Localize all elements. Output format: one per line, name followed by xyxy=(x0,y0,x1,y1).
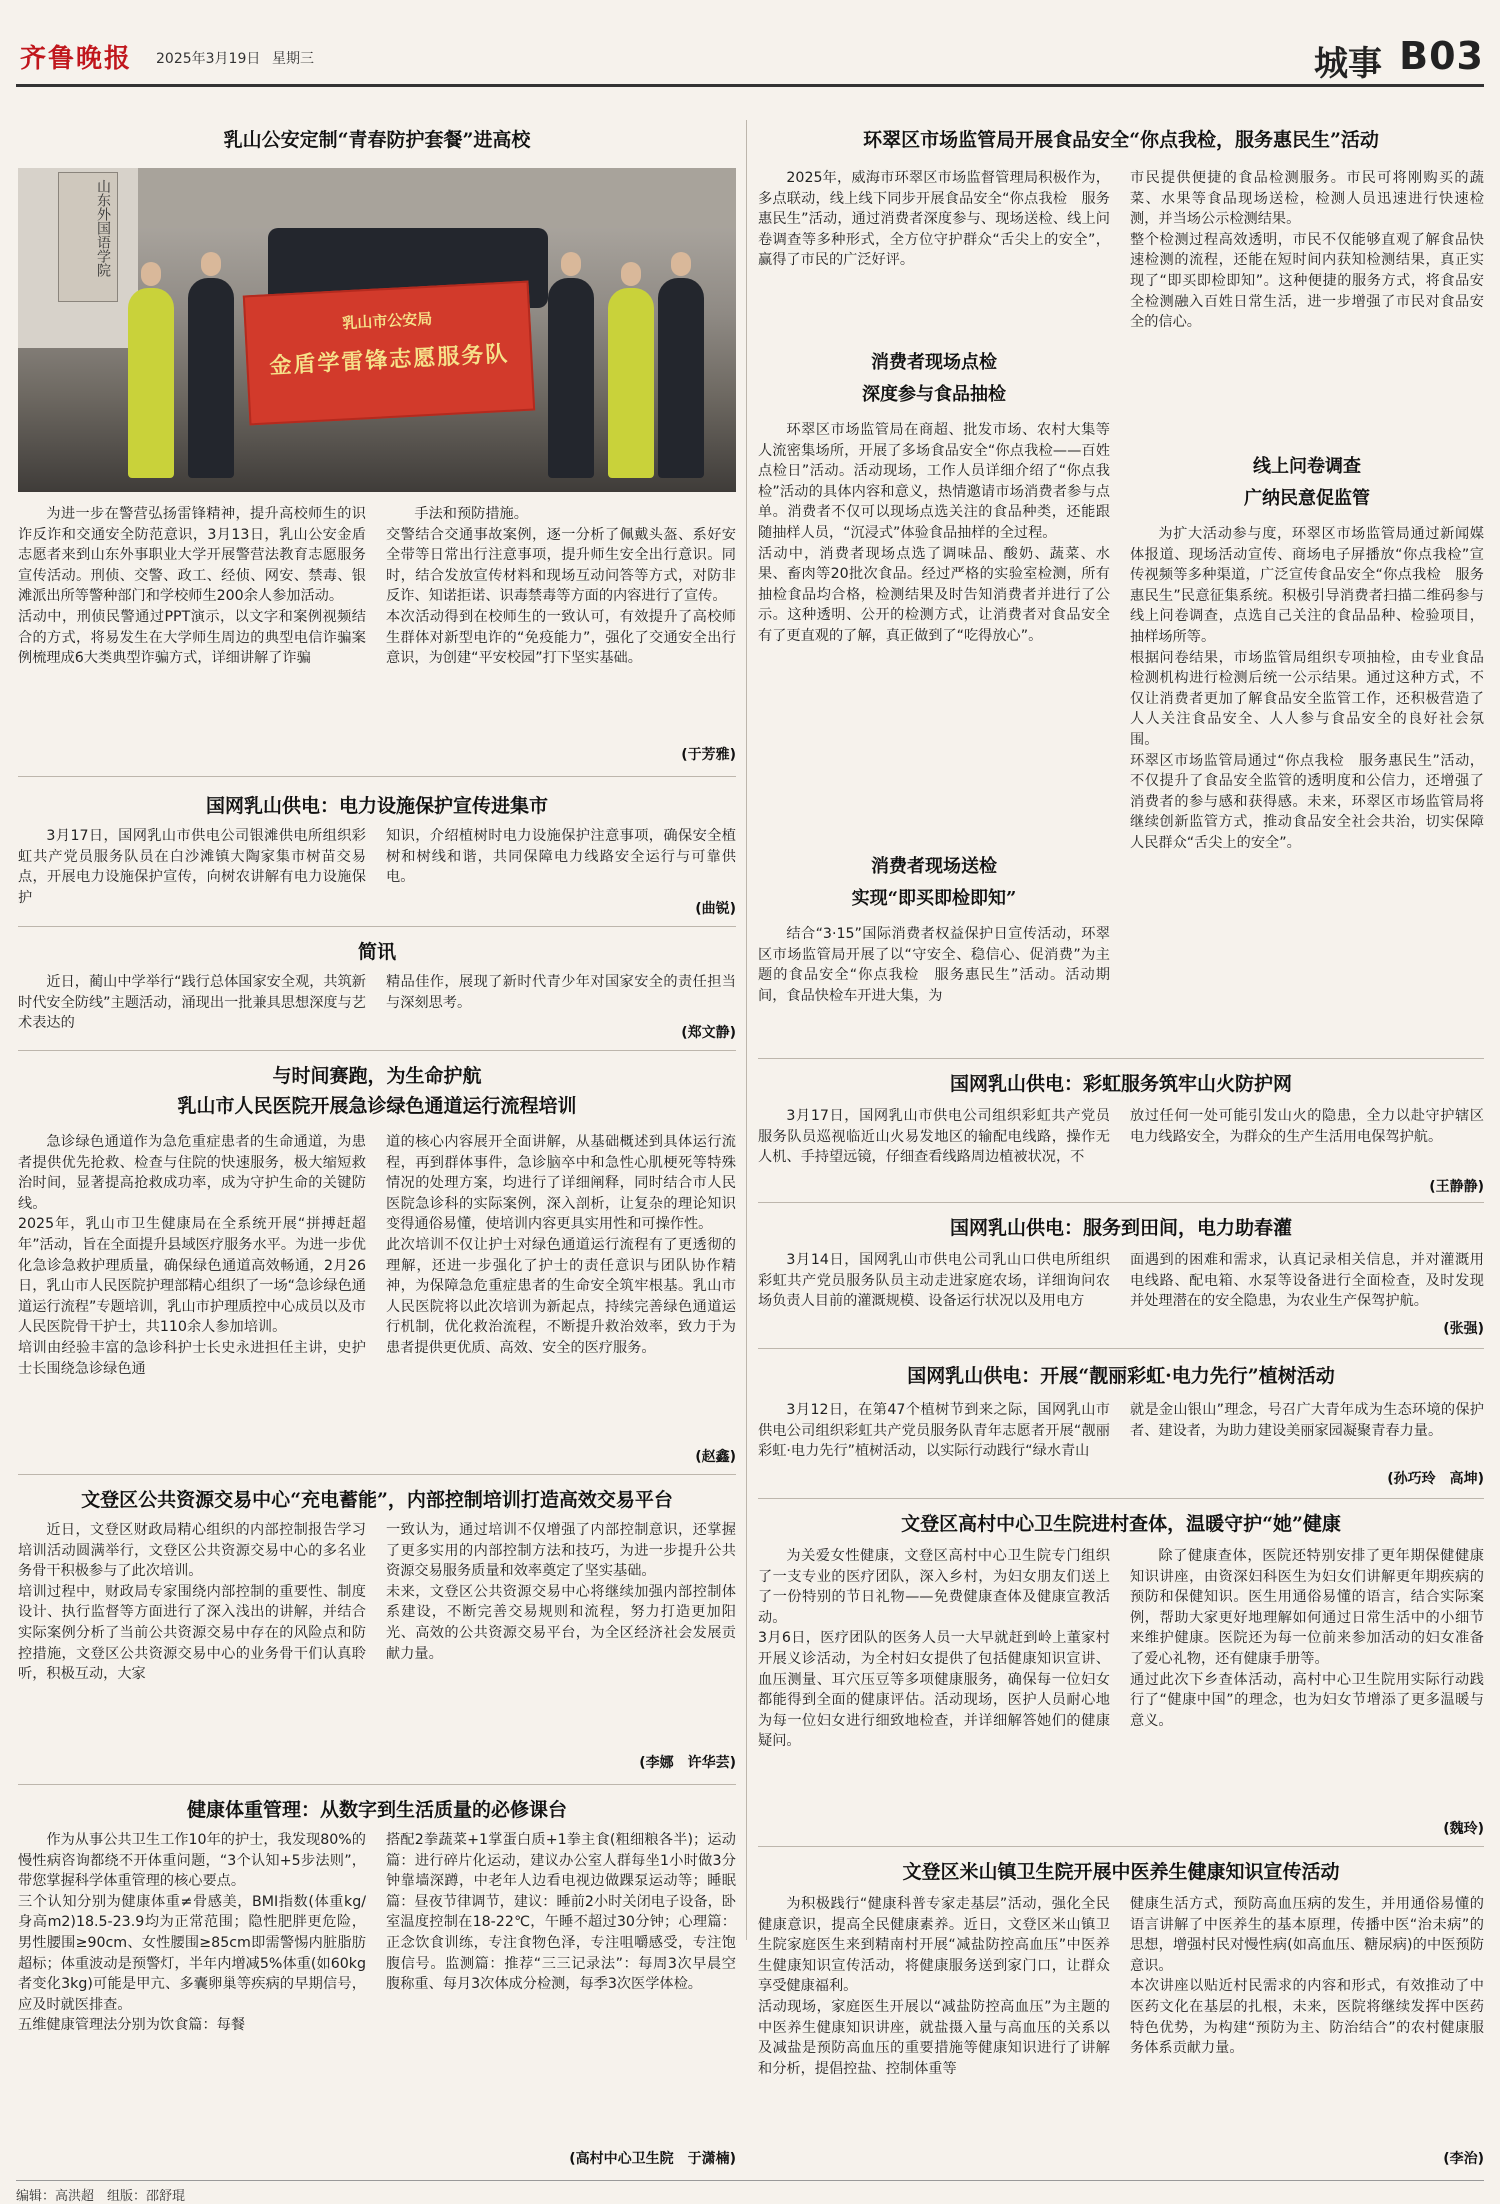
person-figure xyxy=(608,288,654,478)
article-divider xyxy=(758,1348,1484,1349)
article-subheading: 广纳民意促监管 xyxy=(1244,488,1370,509)
article-text: 3月17日，国网乳山市供电公司银滩供电所组织彩虹共产党员服务队员在白沙滩镇大陶家集市树苗交易点，开展电力设施保护宣传，向树农讲解有电力设施保护 xyxy=(18,828,366,906)
article-byline: (李娜 许华芸) xyxy=(639,1755,736,1771)
article-text: 健康生活方式，预防高血压病的发生，并用通俗易懂的语言讲解了中医养生的基本原理，传播中医“治未病”的思想，增强村民对慢性病(如高血压、糖尿病)的中医预防意识。 本次讲座以贴近村民需求的内容和形式，有效推动了中医药文化在基层的扎根，未来，医院将继续发挥中医药特色优势，为构建“预防为主、防治结合”的农村健康服务体系贡献力量。 xyxy=(1130,1896,1484,2057)
article-byline: (于芳雅) xyxy=(681,747,736,763)
person-head xyxy=(671,252,691,276)
article-text: 3月17日，国网乳山市供电公司组织彩虹共产党员服务队员巡视临近山火易发地区的输配电线路，操作无人机、手持望远镜，仔细查看线路周边植被状况，不 xyxy=(758,1108,1110,1166)
page-number: B03 xyxy=(1399,34,1484,78)
article-title: 文登区米山镇卫生院开展中医养生健康知识宣传活动 xyxy=(902,1861,1340,1883)
article-text: 除了健康查体，医院还特别安排了更年期保健健康知识讲座，由资深妇科医生为妇女们讲解更年期疾病的预防和保健知识。医生用通俗易懂的语言，结合实际案例，帮助大家更好地理解如何通过日常生活中的小细节来维护健康。医院还为每一位前来参加活动的妇女准备了爱心礼物，还有健康手册等。 通过此次下乡查体活动，高村中心卫生院用实际行动践行了“健康中国”的理念，也为妇女节增添了更多温暖与意义。 xyxy=(1130,1548,1484,1729)
article-subtitle: 乳山市人民医院开展急诊绿色通道运行流程培训 xyxy=(177,1095,577,1117)
article-divider xyxy=(18,1784,736,1785)
article-title: 乳山公安定制“青春防护套餐”进高校 xyxy=(223,129,531,151)
article-title: 与时间赛跑，为生命护航 xyxy=(272,1065,482,1087)
article-text: 环翠区市场监管局在商超、批发市场、农村大集等人流密集场所，开展了多场食品安全“你点我检——百姓点检日”活动。活动现场，工作人员详细介绍了“你点我检”活动的具体内容和意义，热情邀请市场消费者参与点单。消费者不仅可以现场点选关注的食品种类，还能跟随抽样人员，“沉浸式”体验食品抽样的全过程。 活动中，消费者现场点选了调味品、酸奶、蔬菜、水果、畜肉等20批次食品。经过严格的实验室检测，所有抽检食品均合格，检测结果及时告知消费者并进行了公示。这种透明、公开的检测方式，让消费者对食品安全有了更直观的了解，真正做到了“吃得放心”。 xyxy=(758,422,1110,644)
article-subheading: 消费者现场点检 xyxy=(871,352,997,373)
article-text: 作为从事公共卫生工作10年的护士，我发现80%的慢性病咨询都绕不开体重问题，“3个认知+5步法则”，带您掌握科学体重管理的核心要点。 三个认知分别为健康体重≠骨感美，BMI指数(体重kg/身高m2)18.5-23.9均为正常范围；隐性肥胖更危险，男性腰围≥90cm、女性腰围≥85cm即需警惕内脏脂肪超标；体重波动是预警灯，半年内增减5%体重(如60kg者变化3kg)可能是甲亢、多囊卵巢等疾病的早期信号，应及时就医排查。 五维健康管理法分别为饮食篇：每餐 xyxy=(18,1832,366,2034)
article-title: 国网乳山供电：服务到田间，电力助春灌 xyxy=(949,1217,1292,1239)
article-byline: (高村中心卫生院 于潇楠) xyxy=(569,2151,736,2167)
article-subheading: 深度参与食品抽检 xyxy=(862,384,1006,405)
newspaper-logo: 齐鲁晚报 xyxy=(20,44,133,74)
article-byline: (郑文静) xyxy=(681,1025,736,1041)
article-text: 为关爱女性健康，文登区高村中心卫生院专门组织了一支专业的医疗团队，深入乡村，为妇女朋友们送上了一份特别的节日礼物——免费健康查体及健康宣教活动。 3月6日，医疗团队的医务人员一大早就赶到岭上董家村开展义诊活动，为全村妇女提供了包括健康知识宣讲、血压测量、耳穴压豆等多项健康服务，确保每一位妇女都能得到全面的健康评估。活动现场，医护人员耐心地为每一位妇女进行细致地检查，并详细解答她们的健康疑问。 xyxy=(758,1548,1110,1750)
article-byline: (孙巧玲 高坤) xyxy=(1387,1471,1484,1487)
article-subheading: 实现“即买即检即知” xyxy=(851,888,1017,909)
article-title: 健康体重管理：从数字到生活质量的必修课台 xyxy=(186,1799,567,1821)
article-subheading: 消费者现场送检 xyxy=(871,856,997,877)
person-figure xyxy=(548,278,594,478)
article-title: 国网乳山供电：开展“靓丽彩虹·电力先行”植树活动 xyxy=(907,1365,1335,1387)
person-figure xyxy=(658,278,704,478)
article-byline: (曲锐) xyxy=(695,901,736,917)
article-divider xyxy=(758,1058,1484,1059)
header-divider xyxy=(16,84,1484,87)
article-title: 环翠区市场监管局开展食品安全“你点我检，服务惠民生”活动 xyxy=(863,129,1379,151)
volunteer-banner xyxy=(243,281,535,426)
article-text: 2025年，威海市环翠区市场监督管理局积极作为，多点联动，线上线下同步开展食品安全“你点我检 服务惠民生”活动，通过消费者深度参与、现场送检、线上问卷调查等多种形式，全方位守护群众“舌尖上的安全”，赢得了市民的广泛好评。 xyxy=(758,170,1110,269)
article-text: 一致认为，通过培训不仅增强了内部控制意识，还掌握了更多实用的内部控制方法和技巧，为进一步提升公共资源交易服务质量和效率奠定了坚实基础。 未来，文登区公共资源交易中心将继续加强内部控制体系建设，不断完善交易规则和流程，努力打造更加阳光、高效的公共资源交易平台，为全区经济社会发展贡献力量。 xyxy=(386,1522,736,1662)
article-byline: (王静静) xyxy=(1429,1179,1484,1195)
article-title: 文登区高村中心卫生院进村查体，温暖守护“她”健康 xyxy=(901,1513,1341,1535)
article-text: 为进一步在警营弘扬雷锋精神，提升高校师生的识诈反诈和交通安全防范意识，3月13日，乳山公安金盾志愿者来到山东外事职业大学开展警营法教育志愿服务宣传活动。刑侦、交警、政工、经侦、网安、禁毒、银滩派出所等警种部门和学校师生200余人参加活动。 活动中，刑侦民警通过PPT演示，以文字和案例视频结合的方式，将易发生在大学师生周边的典型电信诈骗案例梳理成6大类典型诈骗方式，详细讲解了诈骗 xyxy=(18,506,366,667)
person-head xyxy=(561,252,581,276)
person-head xyxy=(201,252,221,276)
article-text: 为积极践行“健康科普专家走基层”活动，强化全民健康意识，提高全民健康素养。近日，文登区米山镇卫生院家庭医生来到精南村开展“减盐防控高血压”中医养生健康知识宣传活动，将健康服务送到家门口，让群众享受健康福利。 活动现场，家庭医生开展以“减盐防控高血压”为主题的中医养生健康知识讲座，就盐摄入量与高血压的关系以及减盐是预防高血压的重要措施等健康知识进行了讲解和分析，提倡控盐、控制体重等 xyxy=(758,1896,1110,2077)
person-head xyxy=(621,262,641,286)
article-text: 面遇到的困难和需求，认真记录相关信息，并对灌溉用电线路、配电箱、水泵等设备进行全面检查，及时发现并处理潜在的安全隐患，为农业生产保驾护航。 xyxy=(1130,1252,1484,1310)
column-divider xyxy=(746,120,747,1940)
issue-weekday: 星期三 xyxy=(272,51,314,67)
article-text: 3月12日，在第47个植树节到来之际，国网乳山市供电公司组织彩虹共产党员服务队青年志愿者开展“靓丽彩虹·电力先行”植树活动，以实际行动践行“绿水青山 xyxy=(758,1402,1110,1460)
article-title: 国网乳山供电：电力设施保护宣传进集市 xyxy=(205,795,548,817)
article-divider xyxy=(18,926,736,927)
article-divider xyxy=(758,1846,1484,1847)
article-byline: (李治) xyxy=(1443,2151,1484,2167)
article-title: 简讯 xyxy=(357,941,396,963)
article-text: 市民提供便捷的食品检测服务。市民可将刚购买的蔬菜、水果等食品现场送检，检测人员迅速进行快速检测，并当场公示检测结果。 整个检测过程高效透明，市民不仅能够直观了解食品快速检测的流程，还能在短时间内获知检测结果，真正实现了“即买即检即知”。这种便捷的服务方式，将食品安全检测融入百姓日常生活，进一步增强了市民对食品安全的信心。 xyxy=(1130,170,1484,331)
article-divider xyxy=(18,776,736,777)
article-photo xyxy=(18,168,736,492)
section-name: 城事 xyxy=(1314,44,1382,84)
issue-date: 2025年3月19日 xyxy=(156,51,261,67)
article-text: 近日，蔺山中学举行“践行总体国家安全观，共筑新时代安全防线”主题活动，涌现出一批兼具思想深度与艺术表达的 xyxy=(18,974,366,1032)
banner-line-2: 金盾学雷锋志愿服务队 xyxy=(268,340,510,380)
article-divider xyxy=(758,1498,1484,1499)
article-byline: (张强) xyxy=(1443,1321,1484,1337)
article-byline: (魏玲) xyxy=(1443,1821,1484,1837)
article-text: 精品佳作，展现了新时代青少年对国家安全的责任担当与深刻思考。 xyxy=(386,974,736,1011)
article-divider xyxy=(18,1474,736,1475)
article-title: 文登区公共资源交易中心“充电蓄能”，内部控制培训打造高效交易平台 xyxy=(81,1489,673,1511)
article-text: 结合“3·15”国际消费者权益保护日宣传活动，环翠区市场监管局开展了以“守安全、稳信心、促消费”为主题的食品安全“你点我检 服务惠民生”活动。活动期间，食品快检车开进大集，为 xyxy=(758,926,1110,1004)
article-text: 放过任何一处可能引发山火的隐患，全力以赴守护辖区电力线路安全，为群众的生产生活用电保驾护航。 xyxy=(1130,1108,1484,1145)
person-figure xyxy=(128,288,174,478)
person-head xyxy=(141,262,161,286)
article-text: 就是金山银山”理念，号召广大青年成为生态环境的保护者、建设者，为助力建设美丽家园凝聚青春力量。 xyxy=(1130,1402,1484,1439)
article-text: 3月14日，国网乳山市供电公司乳山口供电所组织彩虹共产党员服务队员主动走进家庭农场，详细询问农场负责人目前的灌溉规模、设备运行状况以及用电方 xyxy=(758,1252,1110,1310)
school-sign: 山东外国语学院 xyxy=(58,172,118,302)
banner-line-1: 乳山市公安局 xyxy=(341,309,433,333)
article-byline: (赵鑫) xyxy=(695,1449,736,1465)
article-text: 搭配2拳蔬菜+1掌蛋白质+1拳主食(粗细粮各半)；运动篇：进行碎片化运动，建议办公室人群每坐1小时做3分钟靠墙深蹲，中老年人边看电视边做踝泵运动等；睡眠篇：昼夜节律调节，建议：睡前2小时关闭电子设备，卧室温度控制在18-22℃，午睡不超过30分钟；心理篇：正念饮食训练，专注食物色泽，专注咀嚼感受，专注饱腹信号。监测篇：推荐“三三记录法”：每周3次早晨空腹称重、每月3次体成分检测，每季3次医学体检。 xyxy=(386,1832,736,1993)
page-footer: 编辑：高洪超 组版：邵舒琨 xyxy=(16,2180,1484,2204)
article-title: 国网乳山供电：彩虹服务筑牢山火防护网 xyxy=(949,1073,1292,1095)
article-subheading: 线上问卷调查 xyxy=(1253,456,1361,477)
building-facade xyxy=(138,168,736,228)
article-text: 道的核心内容展开全面讲解，从基础概述到具体运行流程，再到群体事件，急诊脑卒中和急性心肌梗死等特殊情况的处理方案，均进行了详细阐释，同时结合市人民医院急诊科的实际案例，深入剖析，让复杂的理论知识变得通俗易懂，使培训内容更具实用性和可操作性。 此次培训不仅让护士对绿色通道运行流程有了更透彻的理解，还进一步强化了护士的责任意识与团队协作精神，为保障急危重症患者的生命安全筑牢根基。乳山市人民医院将以此次培训为新起点，持续完善绿色通道运行机制，优化救治流程，不断提升救治效率，致力于为患者提供更优质、高效、安全的医疗服务。 xyxy=(386,1134,736,1356)
article-text: 手法和预防措施。 交警结合交通事故案例，逐一分析了佩戴头盔、系好安全带等日常出行注意事项，提升师生安全出行意识。同时，结合发放宣传材料和现场互动问答等方式，对防非反诈、知诺拒诺、识毒禁毒等方面的内容进行了宣传。 本次活动得到在校师生的一致认可，有效提升了高校师生群体对新型电诈的“免疫能力”，强化了交通安全出行意识，为创建“平安校园”打下坚实基础。 xyxy=(386,506,736,667)
article-text: 知识，介绍植树时电力设施保护注意事项，确保安全植树和树线和谐，共同保障电力线路安全运行与可靠供电。 xyxy=(386,828,736,886)
article-divider xyxy=(758,1202,1484,1203)
article-text: 急诊绿色通道作为急危重症患者的生命通道，为患者提供优先抢救、检查与住院的快速服务，极大缩短救治时间，显著提高抢救成功率，成为守护生命的关键防线。 2025年，乳山市卫生健康局在全系统开展“拼搏赶超年”活动，旨在全面提升县域医疗服务水平。为进一步优化急诊急救护理质量，确保绿色通道高效畅通，2月26日，乳山市人民医院护理部精心组织了一场“急诊绿色通道运行流程”专题培训，乳山市护理质控中心成员以及市人民医院骨干护士，共110余人参加培训。 培训由经验丰富的急诊科护士长史永进担任主讲，史护士长围绕急诊绿色通 xyxy=(18,1134,366,1377)
article-text: 为扩大活动参与度，环翠区市场监管局通过新闻媒体报道、现场活动宣传、商场电子屏播放“你点我检”宣传视频等多种渠道，广泛宣传食品安全“你点我检 服务惠民生”民意征集系统。积极引导消费者扫描二维码参与线上问卷调查，点选自己关注的食品品种、检验项目，抽样场所等。 根据问卷结果，市场监管局组织专项抽检，由专业食品检测机构进行检测后统一公示结果。通过这种方式，不仅让消费者更加了解食品安全监管工作，还积极营造了人人关注食品安全、人人参与食品安全的良好社会氛围。 环翠区市场监管局通过“你点我检 服务惠民生”活动，不仅提升了食品安全监管的透明度和公信力，还增强了消费者的参与感和获得感。未来，环翠区市场监管局将继续创新监管方式，推动食品安全社会共治，切实保障人民群众“舌尖上的安全”。 xyxy=(1130,526,1484,851)
article-divider xyxy=(18,1050,736,1051)
article-text: 近日，文登区财政局精心组织的内部控制报告学习培训活动圆满举行，文登区公共资源交易中心的多名业务骨干积极参与了此次培训。 培训过程中，财政局专家围绕内部控制的重要性、制度设计、执行监督等方面进行了深入浅出的讲解，并结合实际案例分析了当前公共资源交易中存在的风险点和防控措施，文登区公共资源交易中心的业务骨干们认真聆听，积极互动，大家 xyxy=(18,1522,366,1683)
person-figure xyxy=(188,278,234,478)
